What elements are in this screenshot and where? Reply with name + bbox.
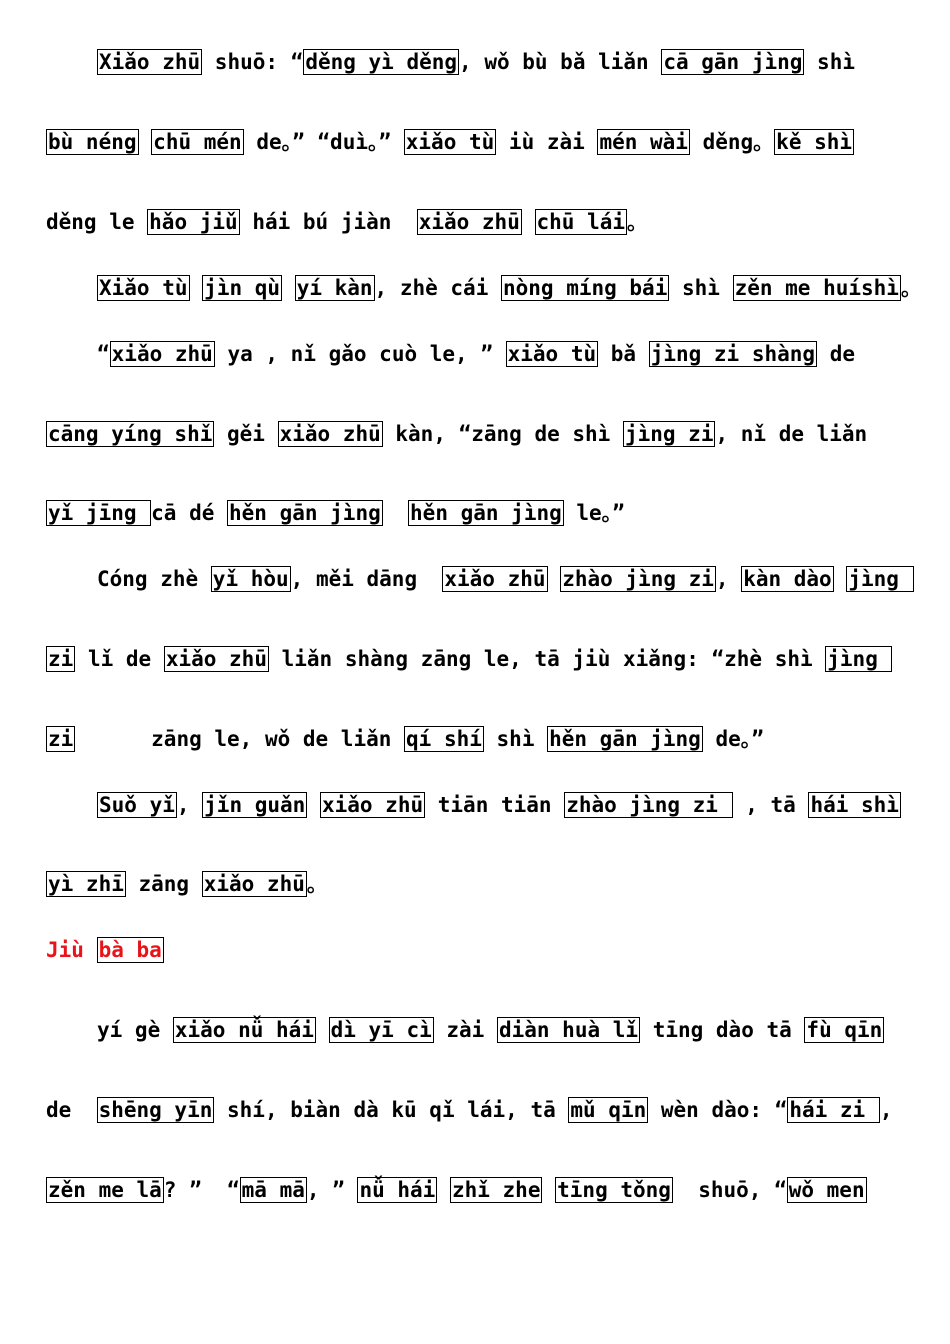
text-segment [437, 1178, 450, 1202]
boxed-word: Xiǎo tù [99, 276, 188, 300]
boxed-word: hěn gān jìng [410, 501, 562, 525]
boxed-word: nòng míng bái [502, 276, 668, 300]
boxed-word: xiǎo zhū [203, 872, 305, 896]
text-segment: , tā [732, 793, 809, 817]
text-segment: shuō, “ [672, 1178, 787, 1202]
text-segment: děng。 [689, 130, 775, 154]
text-segment [834, 567, 847, 591]
boxed-word: mǔ qīn [570, 1098, 647, 1122]
text-line [46, 208, 910, 236]
boxed-word: jìn qù [204, 276, 281, 300]
text-segment: hái bú jiàn [239, 210, 417, 234]
text-line [46, 725, 910, 753]
text-segment: liǎn shàng zāng le, tā jiù xiǎng: “zhè shì [268, 647, 826, 671]
boxed-word: Xiǎo zhū [99, 50, 201, 74]
text-line [97, 1016, 910, 1044]
text-line [97, 791, 910, 819]
text-segment: tiān tiān [425, 793, 565, 817]
boxed-word: hǎo jiǔ [149, 210, 238, 234]
text-segment: de。” [702, 727, 764, 751]
boxed-word: xiǎo tù [507, 342, 597, 366]
text-line [46, 870, 910, 898]
text-segment [522, 210, 535, 234]
boxed-word: kàn dào [743, 567, 832, 591]
boxed-word: xiǎo zhū [321, 793, 424, 817]
boxed-word: zěn me lā [48, 1178, 162, 1202]
boxed-word: kě shì [776, 130, 853, 154]
boxed-word: yì zhī [48, 872, 124, 896]
text-segment: shì [483, 727, 548, 751]
text-segment: zāng [125, 872, 202, 896]
boxed-word: xiǎo zhū [279, 422, 381, 446]
text-line [97, 48, 910, 76]
boxed-word: fù qīn [806, 1018, 883, 1042]
text-segment: gěi [214, 422, 278, 446]
text-line [97, 274, 922, 302]
text-segment: yí gè [97, 1018, 173, 1042]
text-segment: , [879, 1098, 893, 1122]
text-segment: shuō: “ [202, 50, 304, 74]
text-segment: iù zài [496, 130, 598, 154]
text-segment: , zhè cái [374, 276, 501, 300]
text-segment: děng le [46, 210, 148, 234]
boxed-word: jìng zi shàng [650, 342, 816, 366]
text-segment [190, 276, 203, 300]
text-segment: “ [97, 342, 110, 366]
boxed-word: cāng yíng shǐ [48, 422, 213, 446]
boxed-word: mā mā [241, 1178, 305, 1202]
boxed-word: zi [48, 647, 74, 671]
text-segment: wèn dào: “ [648, 1098, 788, 1122]
text-line [46, 128, 910, 156]
boxed-word: hái shì [810, 793, 899, 817]
text-line [97, 565, 910, 593]
text-segment [307, 793, 320, 817]
boxed-word: jìng zi [624, 422, 714, 446]
boxed-word: yǐ hòu [212, 567, 289, 591]
text-segment [139, 130, 152, 154]
text-segment: cā dé [151, 501, 228, 525]
text-segment: , ” [306, 1178, 358, 1202]
text-segment: 。 [306, 872, 328, 896]
boxed-word: xiǎo zhū [444, 567, 546, 591]
boxed-word: zhǐ zhe [451, 1178, 541, 1202]
boxed-word: dì yī cì [330, 1018, 432, 1042]
boxed-word: qí shí [406, 727, 482, 751]
text-segment: kàn, “zāng de shì [382, 422, 623, 446]
text-segment [548, 567, 561, 591]
boxed-word: zhào jìng zi [566, 793, 731, 817]
boxed-word: jìng [848, 567, 912, 591]
text-segment: ? ” “ [163, 1178, 240, 1202]
boxed-word: nǚ hái [359, 1178, 436, 1202]
text-segment: , nǐ de liǎn [715, 422, 868, 446]
boxed-word: hěn gān jìng [229, 501, 381, 525]
text-segment: le。” [563, 501, 625, 525]
text-line [46, 645, 910, 673]
text-segment: de [817, 342, 856, 366]
boxed-word: Suǒ yǐ [99, 793, 175, 817]
text-segment: 。 [900, 276, 922, 300]
boxed-word: shēng yīn [98, 1098, 213, 1122]
boxed-word: xiǎo zhū [418, 210, 520, 234]
section-heading [46, 936, 910, 964]
boxed-word: hěn gān jìng [549, 727, 701, 751]
boxed-word: xiǎo zhū [165, 647, 267, 671]
text-segment [282, 276, 295, 300]
text-segment: tīng dào tā [640, 1018, 805, 1042]
text-line [46, 1176, 910, 1204]
text-segment: Cóng zhè [97, 567, 211, 591]
boxed-word: xiǎo tù [405, 130, 495, 154]
boxed-word: tīng tǒng [557, 1178, 671, 1202]
text-segment: zài [433, 1018, 497, 1042]
boxed-word: bù néng [48, 130, 137, 154]
text-segment: shì [669, 276, 733, 300]
text-segment: , wǒ bù bǎ liǎn [459, 50, 662, 74]
text-segment: bǎ [598, 342, 649, 366]
boxed-word: zěn me huíshì [734, 276, 899, 300]
boxed-word: bà ba [98, 938, 162, 962]
boxed-word: mén wài [599, 130, 688, 154]
text-segment: ya , nǐ gǎo cuò le, ” [214, 342, 506, 366]
text-segment: zāng le, wǒ de liǎn [75, 727, 405, 751]
text-segment: lǐ de [75, 647, 164, 671]
text-line [46, 1096, 910, 1124]
text-segment: de。” “duì。” [243, 130, 404, 154]
text-segment: , [176, 793, 203, 817]
text-line [97, 340, 910, 368]
boxed-word: zi [48, 727, 74, 751]
text-segment: 。 [627, 210, 649, 234]
text-line [46, 499, 910, 527]
boxed-word: chū lái [536, 210, 626, 234]
text-segment: de [46, 1098, 97, 1122]
boxed-word: xiǎo nǚ hái [174, 1018, 314, 1042]
boxed-word: jìng [827, 647, 891, 671]
boxed-word: děng yì děng [305, 50, 458, 74]
text-segment [542, 1178, 555, 1202]
boxed-word: hái zi [789, 1098, 878, 1122]
text-segment: Jiù [46, 938, 97, 962]
boxed-word: yí kàn [296, 276, 373, 300]
text-segment: shì [804, 50, 855, 74]
boxed-word: yǐ jīng [48, 501, 150, 525]
text-segment: shí, biàn dà kū qǐ lái, tā [214, 1098, 569, 1122]
boxed-word: chū mén [153, 130, 242, 154]
text-segment: , měi dāng [290, 567, 443, 591]
boxed-word: jǐn guǎn [204, 793, 306, 817]
boxed-word: zhào jìng zi [562, 567, 714, 591]
text-segment [316, 1018, 329, 1042]
boxed-word: diàn huà lǐ [498, 1018, 639, 1042]
text-segment: , [715, 567, 742, 591]
text-line [46, 420, 910, 448]
boxed-word: wǒ men [788, 1178, 865, 1202]
boxed-word: xiǎo zhū [111, 342, 213, 366]
boxed-word: cā gān jìng [663, 50, 803, 74]
text-segment [383, 501, 408, 525]
